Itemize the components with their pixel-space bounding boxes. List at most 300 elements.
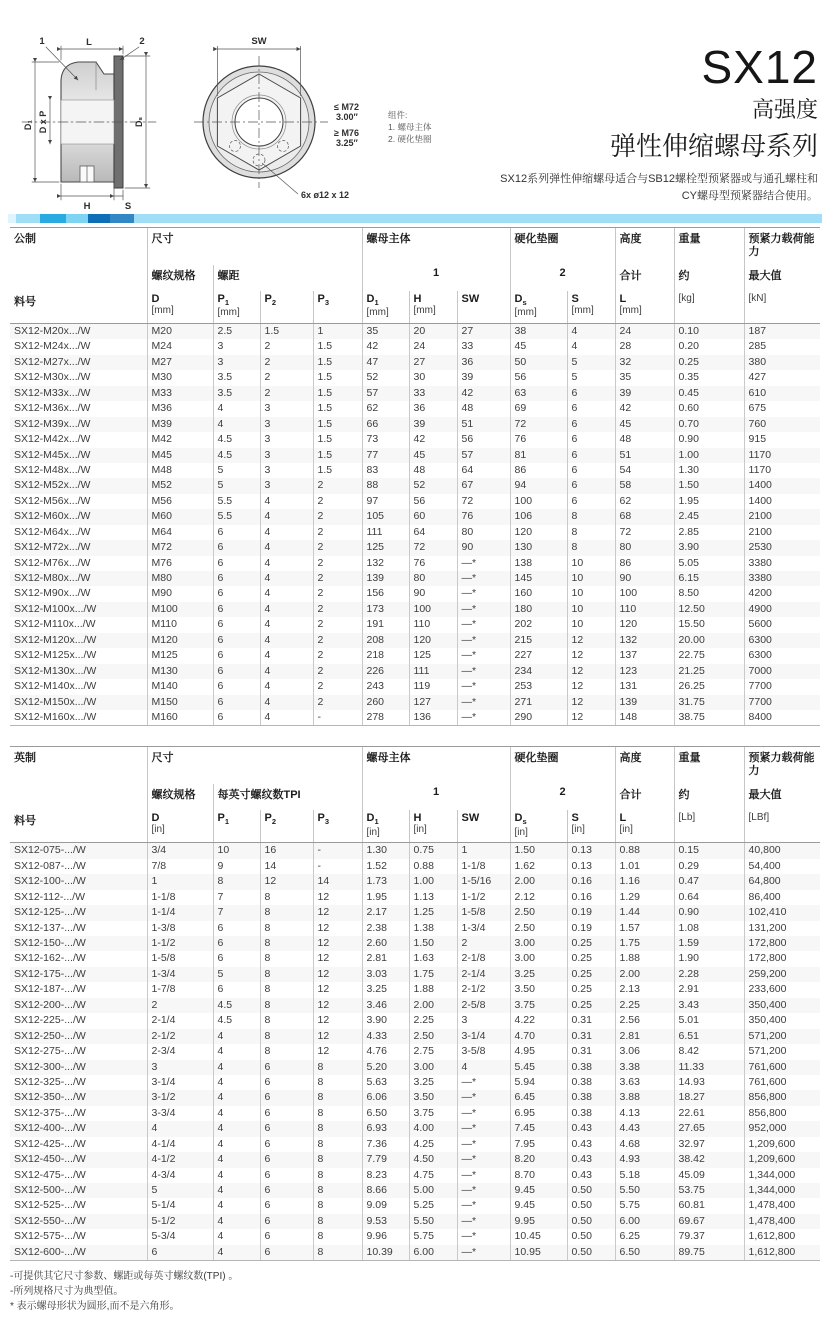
cell: 4 (260, 602, 313, 617)
cell: —* (457, 1245, 510, 1261)
footnote-2: -所列规格尺寸为典型值。 (10, 1286, 124, 1298)
group-nut-body: 螺母主体 (362, 228, 510, 266)
cell: 110 (615, 602, 674, 617)
cell: —* (457, 617, 510, 632)
cell: 8 (313, 1075, 362, 1090)
cell: 54 (615, 463, 674, 478)
cell: 3.5 (213, 386, 260, 401)
cell: 72 (409, 540, 457, 555)
cell: 50 (510, 355, 567, 370)
sub-thread-spec: 螺纹规格 (147, 784, 213, 810)
cell: 2.75 (409, 1044, 457, 1059)
cell: 2.28 (674, 967, 744, 982)
cell: 39 (457, 370, 510, 385)
cell: 5.50 (615, 1183, 674, 1198)
cell: 139 (615, 695, 674, 710)
strip-segment (8, 214, 16, 223)
cell: 2 (313, 664, 362, 679)
cell: 1,209,600 (744, 1137, 820, 1152)
cell: 3.46 (362, 998, 409, 1013)
cell: 8.23 (362, 1168, 409, 1183)
cell: 39 (409, 417, 457, 432)
cell: M27 (147, 355, 213, 370)
cell: 243 (362, 679, 409, 694)
cell: 69 (510, 401, 567, 416)
cell: —* (457, 1121, 510, 1136)
cell: 2.13 (615, 982, 674, 997)
col-LBf: [LBf] (744, 810, 820, 843)
cell: 36 (457, 355, 510, 370)
cell: 1170 (744, 463, 820, 478)
part-number: SX12-M60x.../W (14, 510, 91, 523)
table-row (10, 401, 820, 416)
cell: 79.37 (674, 1229, 744, 1244)
table-row (10, 843, 820, 859)
cell: 856,800 (744, 1090, 820, 1105)
cell: 3-1/4 (457, 1029, 510, 1044)
cell: - (313, 710, 362, 726)
cell: 48 (615, 432, 674, 447)
cell: 3.63 (615, 1075, 674, 1090)
cell: 2530 (744, 540, 820, 555)
cell: 8 (567, 525, 615, 540)
cell: 271 (510, 695, 567, 710)
cell: 137 (615, 648, 674, 663)
cell: 1.5 (313, 386, 362, 401)
cell: 10.45 (510, 1229, 567, 1244)
cell: 12 (313, 951, 362, 966)
col-L: L [in] (615, 810, 674, 843)
cell: 2 (313, 633, 362, 648)
cell: 3 (147, 1060, 213, 1075)
part-number: SX12-M52x.../W (14, 479, 91, 492)
cell: 290 (510, 710, 567, 726)
cell: 86,400 (744, 890, 820, 905)
cell: 10 (567, 617, 615, 632)
cell: 0.25 (567, 982, 615, 997)
cell: 4 (457, 1060, 510, 1075)
cell: 2 (313, 540, 362, 555)
cell: 0.25 (567, 998, 615, 1013)
cell: 2.45 (674, 509, 744, 524)
cell: 3 (260, 463, 313, 478)
cell: 1.13 (409, 890, 457, 905)
cell: 27.65 (674, 1121, 744, 1136)
footnote-1: -可提供其它尺寸参数、螺距或每英寸螺纹数(TPI) 。 (10, 1271, 239, 1283)
cell: 4.70 (510, 1029, 567, 1044)
table-row (10, 540, 820, 555)
col-P1: $P_1$ (213, 810, 260, 843)
cell: 4 (213, 1029, 260, 1044)
cell: 67 (457, 478, 510, 493)
cell: 4 (213, 1214, 260, 1229)
cell: 62 (362, 401, 409, 416)
cell: 1.00 (409, 874, 457, 889)
cell: 6 (567, 463, 615, 478)
cell: 2100 (744, 509, 820, 524)
part-number: SX12-475-.../W (14, 1168, 86, 1181)
cell: M24 (147, 339, 213, 354)
subtitle-series: 弹性伸缩螺母系列 (609, 130, 818, 161)
subtitle-strength: 高强度 (751, 96, 818, 122)
cell: M150 (147, 695, 213, 710)
cell: 27 (409, 355, 457, 370)
cell: 1,344,000 (744, 1168, 820, 1183)
cell: 0.25 (674, 355, 744, 370)
cell: 8.70 (510, 1168, 567, 1183)
cell: 1.30 (674, 463, 744, 478)
cell: 761,600 (744, 1060, 820, 1075)
cell: 8.50 (674, 586, 744, 601)
cell: 1,612,800 (744, 1245, 820, 1261)
cell: 1.5 (313, 432, 362, 447)
part-number: SX12-275-.../W (14, 1045, 86, 1058)
cell: 7.45 (510, 1121, 567, 1136)
col-kg: [kg] (674, 291, 744, 324)
cell: 1.5 (313, 448, 362, 463)
cell: —* (457, 633, 510, 648)
cell: 2 (313, 617, 362, 632)
cell: 63 (510, 386, 567, 401)
cell: 4 (567, 339, 615, 354)
part-number: SX12-M120x.../W (14, 633, 97, 646)
cell: 32 (615, 355, 674, 370)
col-Ds: $D_s$ [in] (510, 810, 567, 843)
cell: 48 (409, 463, 457, 478)
sub-approx: 约 (674, 265, 744, 291)
cell: 148 (615, 710, 674, 726)
cell: 6 (260, 1198, 313, 1213)
cell: 60 (409, 509, 457, 524)
cell: 1.5 (313, 417, 362, 432)
cell: 4 (260, 525, 313, 540)
cell: 3.50 (510, 982, 567, 997)
cell: 0.88 (615, 843, 674, 859)
cell: 6300 (744, 648, 820, 663)
cell: 1.5 (313, 370, 362, 385)
cell: 111 (409, 664, 457, 679)
table-row (10, 695, 820, 710)
cell: 4 (213, 1137, 260, 1152)
table-row (10, 859, 820, 874)
cell: 2.60 (362, 936, 409, 951)
svg-text:3.25″: 3.25″ (336, 138, 358, 148)
part-number: SX12-150-.../W (14, 937, 86, 949)
cell: 2.00 (510, 874, 567, 889)
cell: —* (457, 556, 510, 571)
imperial-table-body (10, 843, 820, 1261)
cell: 8 (313, 1229, 362, 1244)
cell: 5.94 (510, 1075, 567, 1090)
sub-tpi: 每英寸螺纹数TPI (213, 784, 362, 810)
cell: 8 (260, 951, 313, 966)
cell: 6 (213, 710, 260, 726)
cell: 72 (457, 494, 510, 509)
cell: 1.5 (313, 401, 362, 416)
cell: 4.43 (615, 1121, 674, 1136)
cell: 3.38 (615, 1060, 674, 1075)
cell: 3-1/2 (147, 1090, 213, 1105)
cell: —* (457, 586, 510, 601)
cell: 2 (260, 386, 313, 401)
cell: 4 (213, 1090, 260, 1105)
cell: 22.75 (674, 648, 744, 663)
cell: 9.45 (510, 1183, 567, 1198)
cell: M140 (147, 679, 213, 694)
table-row (10, 664, 820, 679)
cell: 14.93 (674, 1075, 744, 1090)
cell: —* (457, 664, 510, 679)
cell: 12 (313, 921, 362, 936)
cell: 8 (260, 936, 313, 951)
group-height: 高度 (615, 747, 674, 785)
cell: 38.75 (674, 710, 744, 726)
cell: 10 (567, 602, 615, 617)
cell: 0.90 (674, 432, 744, 447)
cell: 125 (409, 648, 457, 663)
cell: 3.75 (409, 1106, 457, 1121)
strip-segment (88, 214, 110, 223)
cell: 3.06 (615, 1044, 674, 1059)
cell: 5600 (744, 617, 820, 632)
cell: 10 (213, 843, 260, 859)
cell: 12 (313, 967, 362, 982)
hero-section (0, 0, 830, 214)
cell: 2 (313, 602, 362, 617)
sub-max: 最大值 (744, 784, 820, 810)
part-number: SX12-137-.../W (14, 921, 86, 934)
cell: 3/4 (147, 843, 213, 859)
cell: 12 (313, 982, 362, 997)
table-row (10, 355, 820, 370)
cell: 110 (409, 617, 457, 632)
cell: 52 (362, 370, 409, 385)
cell: 4 (213, 1168, 260, 1183)
svg-text:Dₛ: Dₛ (134, 117, 144, 127)
table-row (10, 1183, 820, 1198)
cell: 20 (409, 324, 457, 340)
cell: 1.95 (362, 890, 409, 905)
cell: 4-1/2 (147, 1152, 213, 1167)
cell: 0.45 (674, 386, 744, 401)
cell: 4 (260, 695, 313, 710)
cell: 36 (409, 401, 457, 416)
sub-total: 合计 (615, 265, 674, 291)
cell: 4.33 (362, 1029, 409, 1044)
cell: 4 (260, 710, 313, 726)
cell: 4 (213, 1121, 260, 1136)
cell: 0.19 (567, 905, 615, 920)
cell: 6 (260, 1090, 313, 1105)
cell: 35 (615, 370, 674, 385)
cell: 0.31 (567, 1044, 615, 1059)
table-row (10, 905, 820, 920)
cell: 2 (313, 525, 362, 540)
group-region: 英制 (10, 747, 147, 785)
table-row (10, 432, 820, 447)
part-number: SX12-M160x.../W (10, 710, 147, 726)
cell: 4 (260, 571, 313, 586)
table-row (10, 951, 820, 966)
cell: - (313, 843, 362, 859)
cell: 33 (457, 339, 510, 354)
cell: 2100 (744, 525, 820, 540)
table-row (10, 921, 820, 936)
cell: 233,600 (744, 982, 820, 997)
cell: 38 (510, 324, 567, 340)
cell: 6 (147, 1245, 213, 1261)
cell: 1,478,400 (744, 1214, 820, 1229)
group-preload: 预紧力载荷能力 (744, 228, 820, 266)
part-number: SX12-M20x.../W (14, 325, 91, 337)
cell: 45.09 (674, 1168, 744, 1183)
cell: 172,800 (744, 936, 820, 951)
col-Ds: $D_s$ [mm] (510, 291, 567, 324)
cell: 6 (567, 478, 615, 493)
cell: 45 (510, 339, 567, 354)
cell: 69.67 (674, 1214, 744, 1229)
cell: 0.47 (674, 874, 744, 889)
cell: 6 (260, 1168, 313, 1183)
cell: 1.90 (674, 951, 744, 966)
strip-segment (66, 214, 88, 223)
cell: M39 (147, 417, 213, 432)
cell: 1 (313, 324, 362, 340)
table-row (10, 679, 820, 694)
svg-text:S: S (124, 201, 132, 212)
cell: 3.90 (674, 540, 744, 555)
cell: 12 (567, 633, 615, 648)
cell: 4.22 (510, 1013, 567, 1028)
col-kN: [kN] (744, 291, 820, 324)
cell: 2-3/4 (147, 1044, 213, 1059)
cell: 1.73 (362, 874, 409, 889)
cell: 427 (744, 370, 820, 385)
part-number: SX12-M24x.../W (14, 340, 91, 353)
cell: 2 (147, 998, 213, 1013)
cell: 47 (362, 355, 409, 370)
cell: 0.50 (567, 1245, 615, 1261)
cell: 12 (260, 874, 313, 889)
cell: 1-7/8 (147, 982, 213, 997)
cell: 0.70 (674, 417, 744, 432)
cell: 6 (213, 602, 260, 617)
cell: 2 (313, 494, 362, 509)
cell: 119 (409, 679, 457, 694)
cell: 12 (567, 648, 615, 663)
cell: 6 (213, 540, 260, 555)
cell: 1.59 (674, 936, 744, 951)
cell: 915 (744, 432, 820, 447)
cell: 62 (615, 494, 674, 509)
cell: 3.43 (674, 998, 744, 1013)
col-part-number: 料号 (10, 291, 147, 324)
cell: 76 (457, 509, 510, 524)
cell: 5 (213, 478, 260, 493)
cell: 0.90 (674, 905, 744, 920)
cell: 6300 (744, 633, 820, 648)
cell: 7.79 (362, 1152, 409, 1167)
cell: 7000 (744, 664, 820, 679)
cell: 2 (313, 556, 362, 571)
cell: 4 (147, 1121, 213, 1136)
cell: 0.38 (567, 1075, 615, 1090)
cell: 4 (213, 1198, 260, 1213)
cell: 64 (457, 463, 510, 478)
col-SW: SW (457, 291, 510, 324)
table-row (10, 1090, 820, 1105)
cell: 4.5 (213, 432, 260, 447)
cell: M52 (147, 478, 213, 493)
cell: 12 (567, 710, 615, 726)
cell: 5.45 (510, 1060, 567, 1075)
cell: 139 (362, 571, 409, 586)
cell: 6.15 (674, 571, 744, 586)
col-S: S [mm] (567, 291, 615, 324)
cell: 42 (457, 386, 510, 401)
cell: M36 (147, 401, 213, 416)
part-number: SX12-M56x.../W (14, 494, 91, 507)
cell: 0.31 (567, 1013, 615, 1028)
cell: 2 (313, 571, 362, 586)
cell: M120 (147, 633, 213, 648)
cell: 35 (362, 324, 409, 340)
cell: 2.91 (674, 982, 744, 997)
cell: 2 (313, 586, 362, 601)
cell: 130 (510, 540, 567, 555)
col-D: D [in] (147, 810, 213, 843)
cell: 3380 (744, 556, 820, 571)
cell: 6 (260, 1137, 313, 1152)
cell: M64 (147, 525, 213, 540)
cell: 0.38 (567, 1060, 615, 1075)
cell: 9.96 (362, 1229, 409, 1244)
cell: M160 (147, 710, 213, 726)
table-row (10, 370, 820, 385)
cell: —* (457, 1075, 510, 1090)
cell: 8.42 (674, 1044, 744, 1059)
cell: 1 (457, 843, 510, 859)
part-number: SX12-550-.../W (14, 1214, 86, 1227)
cell: —* (457, 648, 510, 663)
cell: 6.50 (362, 1106, 409, 1121)
table-row (10, 1013, 820, 1028)
cell: 72 (615, 525, 674, 540)
cell: 1.88 (615, 951, 674, 966)
cell: 8 (260, 998, 313, 1013)
cell: 3.90 (362, 1013, 409, 1028)
cell: 136 (409, 710, 457, 726)
cell: M45 (147, 448, 213, 463)
cell: 761,600 (744, 1075, 820, 1090)
cell: 0.75 (409, 843, 457, 859)
table-row (10, 417, 820, 432)
cell: 4-3/4 (147, 1168, 213, 1183)
part-number: SX12-M76x.../W (14, 556, 91, 569)
cell: 2 (313, 679, 362, 694)
cell: 5 (147, 1183, 213, 1198)
cell: 6 (213, 936, 260, 951)
col-H: H [mm] (409, 291, 457, 324)
part-number: SX12-M100x.../W (14, 602, 97, 615)
cell: 2.12 (510, 890, 567, 905)
cell: 6 (567, 386, 615, 401)
cell: 9.53 (362, 1214, 409, 1229)
cell: 6.50 (615, 1245, 674, 1261)
cell: 4.25 (409, 1137, 457, 1152)
cell: 1.50 (674, 478, 744, 493)
sub-pitch: 螺距 (213, 265, 362, 291)
